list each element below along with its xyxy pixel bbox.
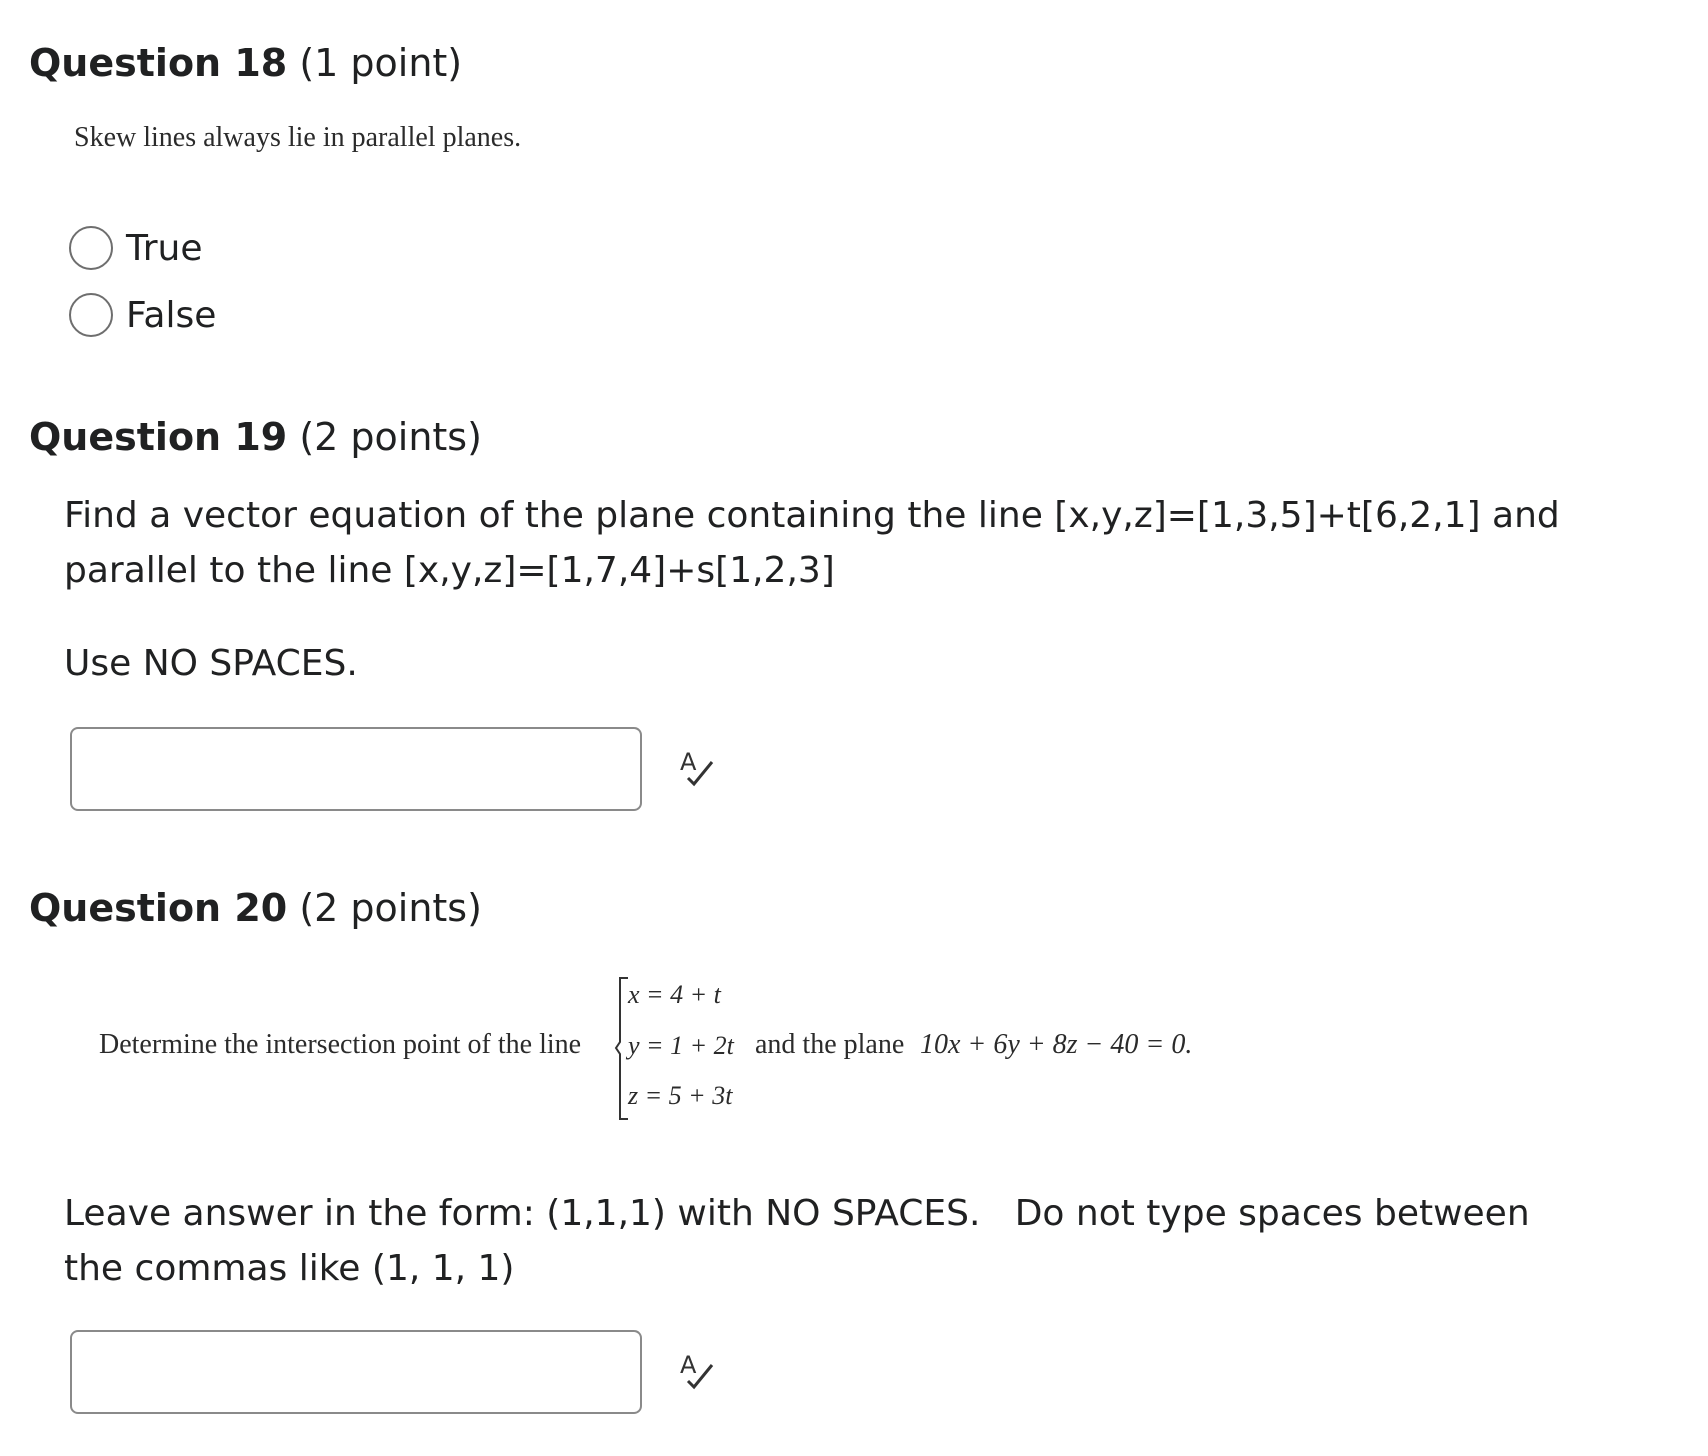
system-equation-y: y = 1 + 2t — [628, 1031, 734, 1060]
question-20-header — [29, 886, 482, 930]
plane-equation: 10x + 6y + 8z − 40 = 0. — [920, 1029, 1193, 1060]
radio-true[interactable] — [69, 226, 113, 270]
question-19-prompt-line1: Find a vector equation of the plane containing the line [x,y,z]=[1,3,5]+t[6,2,1] and — [64, 495, 1560, 536]
question-20-note-line1: Leave answer in the form: (1,1,1) with NO SPACES. Do not type spaces between — [64, 1193, 1530, 1234]
svg-text:A: A — [680, 748, 697, 776]
svg-text:A: A — [680, 1351, 697, 1379]
question-20-note-line2: the commas like (1, 1, 1) — [64, 1248, 515, 1289]
question-19-title: Question 19 — [29, 415, 288, 459]
radio-false[interactable] — [69, 293, 113, 337]
option-true[interactable] — [69, 223, 202, 273]
question-20-answer-input[interactable] — [70, 1330, 642, 1414]
question-18-header — [29, 41, 462, 85]
question-19-prompt — [64, 488, 1560, 598]
spell-check-icon[interactable] — [676, 746, 722, 792]
question-18-title: Question 18 — [29, 41, 288, 85]
question-20-note — [64, 1186, 1530, 1296]
question-19-prompt-line2: parallel to the line [x,y,z]=[1,7,4]+s[1,2,3] — [64, 550, 835, 591]
option-false[interactable] — [69, 290, 216, 340]
question-19-note: Use NO SPACES. — [64, 643, 358, 684]
option-true-label[interactable]: True — [126, 227, 203, 269]
question-20-title: Question 20 — [29, 886, 288, 930]
option-false-label[interactable]: False — [126, 294, 217, 336]
question-19-answer-input[interactable] — [70, 727, 642, 811]
system-equation-z: z = 5 + 3t — [628, 1081, 733, 1110]
question-18-prompt: Skew lines always lie in parallel planes. — [74, 122, 522, 153]
question-20-prompt-after: and the plane — [755, 1029, 905, 1060]
question-18-points: (1 point) — [299, 41, 463, 85]
question-19-header — [29, 415, 482, 459]
question-20-points: (2 points) — [299, 886, 482, 930]
spell-check-icon[interactable] — [676, 1349, 722, 1395]
system-equation-x: x = 4 + t — [628, 980, 721, 1009]
question-20-prompt-before: Determine the intersection point of the line — [99, 1029, 582, 1060]
question-19-points: (2 points) — [299, 415, 482, 459]
